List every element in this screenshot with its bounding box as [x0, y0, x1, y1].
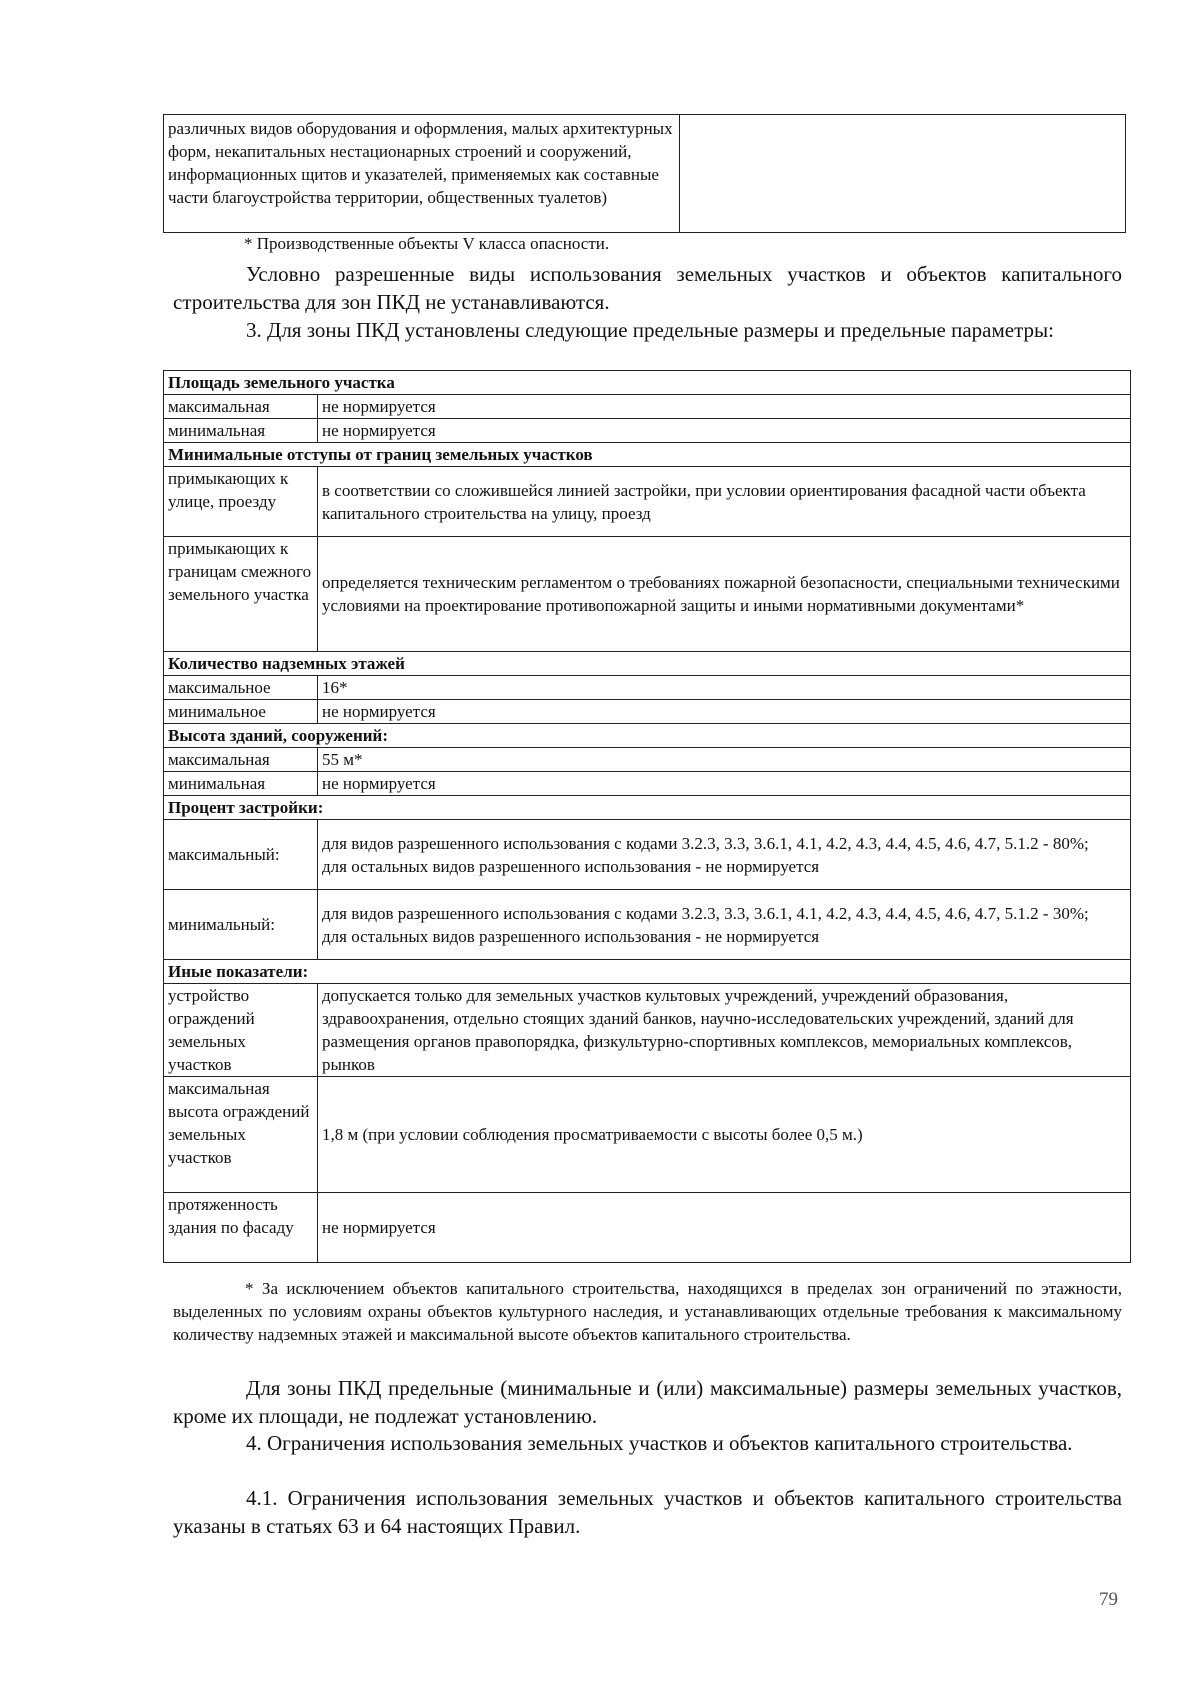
table-row: [164, 700, 1131, 724]
section-header-floors: Количество надземных этажей: [164, 652, 1131, 676]
row-label: минимальное: [164, 700, 318, 724]
table-row: [164, 676, 1131, 700]
footnote-hazard-class: * Производственные объекты V класса опасности.: [244, 234, 610, 253]
coverage-max-line1: для видов разрешенного использования с кодами 3.2.3, 3.3, 3.6.1, 4.1, 4.2, 4.3, 4.4, 4.5, 4.6, 4.7, 5.1.2 - 80%;: [322, 833, 1089, 853]
row-value: в соответствии со сложившейся линией застройки, при условии ориентирования фасадной части объекта капитального строительства на улицу, проезд: [318, 467, 1131, 537]
section-header-row: [164, 960, 1131, 984]
row-value: допускается только для земельных участков культовых учреждений, учреждений образования, здравоохранения, отдельно стоящих зданий банков, научно-исследовательских учреждений, зданий для размещения органов правопорядка, физкультурно-спортивных комплексов, мемориальных комплексов, рынков: [318, 984, 1131, 1077]
footnote-exceptions: * За исключением объектов капитального строительства, находящихся в пределах зон ограничений по этажности, выделенных по условиям охраны объектов культурного наследия, и устанавливающих отдельные требования к максимальному количеству надземных этажей и максимальной высоте объектов капитального строительства.: [173, 1279, 1122, 1344]
row-label: минимальный:: [164, 890, 318, 960]
table-row: [164, 115, 1126, 233]
row-value: 1,8 м (при условии соблюдения просматриваемости с высоты более 0,5 м.): [318, 1077, 1131, 1193]
row-label: примыкающих к границам смежного земельного участка: [164, 537, 318, 652]
row-label: протяженность здания по фасаду: [164, 1193, 318, 1263]
row-value: не нормируется: [318, 1193, 1131, 1263]
row-label: максимальный:: [164, 820, 318, 890]
paragraph-restrictions-heading: 4. Ограничения использования земельных участков и объектов капитального строительства.: [246, 1431, 1073, 1455]
section-header-row: [164, 443, 1131, 467]
section-header-row: [164, 371, 1131, 395]
row-value: не нормируется: [318, 772, 1131, 796]
continuation-table: [163, 114, 1126, 233]
section-header-setbacks: Минимальные отступы от границ земельных участков: [164, 443, 1131, 467]
page-number: 79: [1099, 1589, 1118, 1610]
section-header-other: Иные показатели:: [164, 960, 1131, 984]
table-cell-empty: [680, 115, 1126, 233]
section-header-row: [164, 796, 1131, 820]
row-value: [318, 820, 1131, 890]
table-row: [164, 395, 1131, 419]
row-value: 16*: [318, 676, 1131, 700]
row-label: максимальная: [164, 748, 318, 772]
table-row: [164, 984, 1131, 1077]
section-header-height: Высота зданий, сооружений:: [164, 724, 1131, 748]
row-label: примыкающих к улице, проезду: [164, 467, 318, 537]
row-value: не нормируется: [318, 395, 1131, 419]
table-row: [164, 467, 1131, 537]
row-value: не нормируется: [318, 419, 1131, 443]
paragraph-restrictions-detail: 4.1. Ограничения использования земельных участков и объектов капитального строительства указаны в статьях 63 и 64 настоящих Правил.: [173, 1486, 1122, 1538]
row-label: устройство ограждений земельных участков: [164, 984, 318, 1077]
row-label: минимальная: [164, 419, 318, 443]
coverage-min-line1: для видов разрешенного использования с кодами 3.2.3, 3.3, 3.6.1, 4.1, 4.2, 4.3, 4.4, 4.5, 4.6, 4.7, 5.1.2 - 30%;: [322, 903, 1089, 923]
row-value: [318, 890, 1131, 960]
table-row: [164, 820, 1131, 890]
table-cell-description: различных видов оборудования и оформления, малых архитектурных форм, некапитальных нестационарных строений и сооружений, информационных щитов и указателей, применяемых как составные части благоустройства территории, общественных туалетов): [164, 115, 680, 233]
table-row: [164, 1077, 1131, 1193]
row-label: минимальная: [164, 772, 318, 796]
table-row: [164, 537, 1131, 652]
table-row: [164, 419, 1131, 443]
row-value: 55 м*: [318, 748, 1131, 772]
section-header-coverage: Процент застройки:: [164, 796, 1131, 820]
row-value: не нормируется: [318, 700, 1131, 724]
paragraph-conditional-uses: Условно разрешенные виды использования земельных участков и объектов капитального строительства для зон ПКД не устанавливаются.: [173, 262, 1122, 314]
coverage-max-line2: для остальных видов разрешенного использования - не нормируется: [322, 856, 820, 876]
section-header-row: [164, 652, 1131, 676]
parameters-table: [163, 370, 1131, 1263]
section-header-area: Площадь земельного участка: [164, 371, 1131, 395]
row-label: максимальное: [164, 676, 318, 700]
row-label: максимальная: [164, 395, 318, 419]
table-row: [164, 748, 1131, 772]
row-value: определяется техническим регламентом о требованиях пожарной безопасности, специальными техническими условиями на проектирование противопожарной защиты и иными нормативными документами*: [318, 537, 1131, 652]
coverage-min-line2: для остальных видов разрешенного использования - не нормируется: [322, 926, 820, 946]
row-label: максимальная высота ограждений земельных участков: [164, 1077, 318, 1193]
table-row: [164, 1193, 1131, 1263]
section-header-row: [164, 724, 1131, 748]
paragraph-limits-intro: 3. Для зоны ПКД установлены следующие предельные размеры и предельные параметры:: [246, 318, 1054, 342]
table-row: [164, 890, 1131, 960]
table-row: [164, 772, 1131, 796]
paragraph-size-limits: Для зоны ПКД предельные (минимальные и (или) максимальные) размеры земельных участков, кроме их площади, не подлежат установлению.: [173, 1376, 1122, 1428]
